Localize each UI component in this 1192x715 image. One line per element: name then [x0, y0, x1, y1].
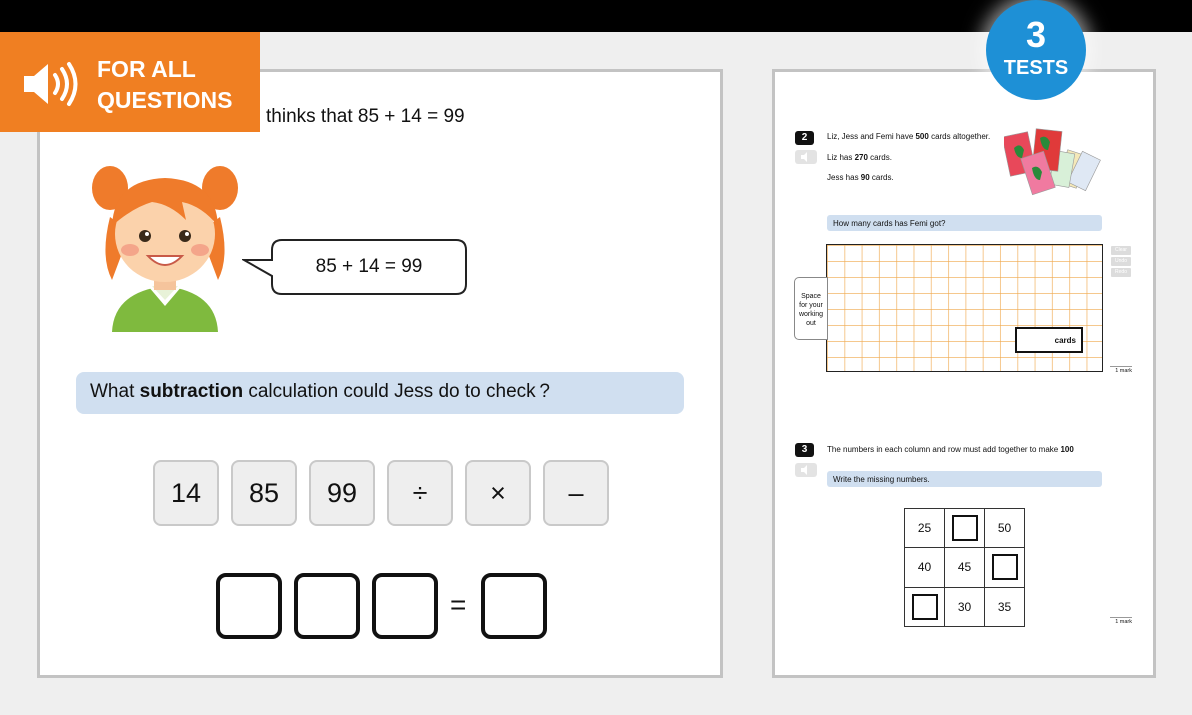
grid-cell: 35: [985, 587, 1025, 626]
grid-row: [905, 509, 1025, 548]
q2-audio-button[interactable]: [795, 150, 817, 164]
tile-99[interactable]: 99: [309, 460, 375, 526]
q3-prompt: Write the missing numbers.: [827, 471, 1102, 487]
answer-box-3[interactable]: [372, 573, 438, 639]
speaker-icon: [801, 152, 811, 162]
question-number-2: 2: [795, 131, 814, 145]
speaker-icon: [801, 465, 811, 475]
question-number-3: 3: [795, 443, 814, 457]
question-text-pre: What: [90, 381, 140, 402]
grid-cell-blank[interactable]: [945, 509, 985, 548]
grid-row: [905, 548, 1025, 587]
grid-cell: 30: [945, 587, 985, 626]
speech-bubble-text: 85 + 14 = 99: [315, 256, 423, 277]
tests-count: 3: [1025, 14, 1047, 55]
question-text-post: calculation could Jess do to check ?: [243, 381, 551, 402]
trading-cards-image: [1004, 128, 1104, 200]
tile-85[interactable]: 85: [231, 460, 297, 526]
audio-banner[interactable]: [0, 32, 260, 132]
grid-cell: 45: [945, 548, 985, 587]
equals-sign: =: [450, 589, 467, 620]
blank-box[interactable]: [912, 594, 938, 620]
working-out-tab: Space for your working out: [794, 277, 828, 340]
q2-mark: 1 mark: [1110, 366, 1132, 374]
q3-mark: 1 mark: [1110, 617, 1132, 625]
q2-line-3: Jess has 90 cards.: [827, 173, 894, 182]
q2-prompt: How many cards has Femi got?: [827, 215, 1102, 231]
audio-banner-label: [97, 54, 232, 116]
banner-line-2: QUESTIONS: [97, 87, 233, 113]
clear-button[interactable]: Clear: [1111, 246, 1131, 255]
question-statement: thinks that 85 + 14 = 99: [266, 106, 465, 127]
q3-audio-button[interactable]: [795, 463, 817, 477]
question-text-bold: subtraction: [139, 381, 244, 402]
q2-answer-box[interactable]: cards: [1015, 327, 1083, 353]
grid-cell-blank[interactable]: [985, 548, 1025, 587]
undo-button[interactable]: Undo: [1111, 257, 1131, 266]
answer-box-1[interactable]: [216, 573, 282, 639]
answer-box-result[interactable]: [481, 573, 547, 639]
tile-subtract[interactable]: –: [543, 460, 609, 526]
grid-row: [905, 587, 1025, 626]
question-bar: [76, 372, 684, 414]
q2-line-2: Liz has 270 cards.: [827, 153, 892, 162]
grid-cell: 40: [905, 548, 945, 587]
grid-cell: 50: [985, 509, 1025, 548]
grid-cell: 25: [905, 509, 945, 548]
q2-line-1: Liz, Jess and Femi have 500 cards altogether.: [827, 132, 991, 141]
tests-label: TESTS: [1003, 57, 1069, 79]
blank-box[interactable]: [992, 554, 1018, 580]
girl-illustration: [90, 162, 240, 337]
magic-square-grid: [904, 508, 1025, 627]
tile-divide[interactable]: ÷: [387, 460, 453, 526]
banner-line-1: FOR ALL: [97, 56, 196, 82]
answer-box-2[interactable]: [294, 573, 360, 639]
tests-badge: [986, 0, 1086, 100]
grid-cell-blank[interactable]: [905, 587, 945, 626]
speaker-icon: [22, 61, 78, 107]
tile-14[interactable]: 14: [153, 460, 219, 526]
blank-box[interactable]: [952, 515, 978, 541]
redo-button[interactable]: Redo: [1111, 268, 1131, 277]
tile-multiply[interactable]: ×: [465, 460, 531, 526]
q3-line-1: The numbers in each column and row must add together to make 100: [827, 445, 1074, 454]
